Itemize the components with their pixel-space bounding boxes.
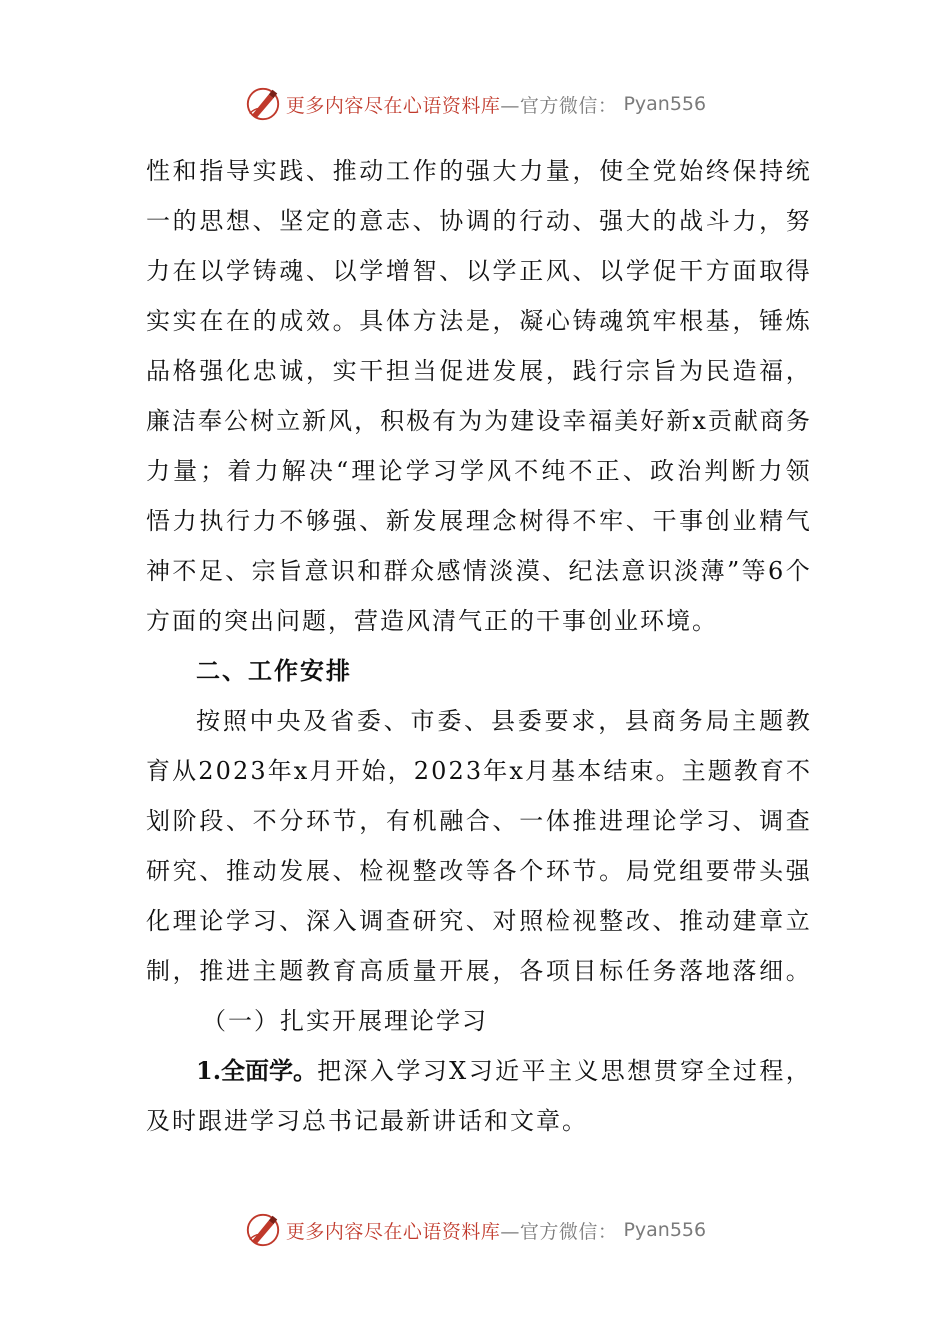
watermark-text: 更多内容尽在心语资料库 [285, 1220, 501, 1243]
paragraph-line: 按 照 中 央 及 省 委 、 市 委 、 县 委 要 求 ， 县 商 务 局 主 题 教 [196, 707, 810, 735]
paragraph-line: 廉 洁 奉 公 树 立 新 风 ， 积 极 有 为 为 建 设 幸 福 美 好 新 x 贡 献 商 务 [146, 407, 810, 435]
paragraph-line: 实 实 在 在 的 成 效 。 具 体 方 法 是 ， 凝 心 铸 魂 筑 牢 根 基 ， 锤 炼 [146, 307, 810, 335]
item-text: 把 深 入 学 习 X 习 近 平 主 义 思 想 贯 穿 全 过 程 ， [317, 1057, 810, 1085]
paragraph-line: 研 究 、 推 动 发 展 、 检 视 整 改 等 各 个 环 节 。 局 党 组 要 带 头 强 [146, 857, 810, 885]
section-heading: 二、工作安排 [196, 656, 352, 685]
subsection-heading: （一）扎实开展理论学习 [202, 1007, 488, 1035]
watermark-separator: —官方微信： [500, 1220, 618, 1243]
paragraph-line: 划 阶 段 、 不 分 环 节 ， 有 机 融 合 、 一 体 推 进 理 论 学 习 、 调 查 [146, 807, 810, 835]
paragraph-line: 方面的突出问题，营造风清气正的干事创业环境。 [146, 607, 718, 635]
paragraph-line: 制 ， 推 进 主 题 教 育 高 质 量 开 展 ， 各 项 目 标 任 务 落 地 落 细 。 [146, 957, 810, 985]
document-body [146, 146, 810, 1146]
paragraph-line: 性 和 指 导 实 践 、 推 动 工 作 的 强 大 力 量 ， 使 全 党 始 终 保 持 统 [146, 157, 810, 185]
watermark-wechat-id: Pyan556 [623, 1219, 707, 1241]
paragraph-line: 一 的 思 想 、 坚 定 的 意 志 、 协 调 的 行 动 、 强 大 的 战 斗 力 ， 努 [146, 207, 810, 235]
paragraph-line: 神 不 足 、 宗 旨 意 识 和 群 众 感 情 淡 漠 、 纪 法 意 识 淡 薄 ” 等 6 个 [146, 557, 810, 585]
pen-logo-icon [244, 1211, 282, 1249]
item-label: 1.全面学。 [196, 1056, 318, 1085]
paragraph-2 [146, 696, 810, 996]
watermark-wechat-id: Pyan556 [623, 93, 707, 115]
paragraph-line: 化 理 论 学 习 、 深 入 调 查 研 究 、 对 照 检 视 整 改 、 推 动 建 章 立 [146, 907, 810, 935]
paragraph-1 [146, 146, 810, 646]
paragraph-line: 及时跟进学习总书记最新讲话和文章。 [146, 1107, 588, 1135]
watermark-banner-top [0, 84, 950, 124]
paragraph-line: 力 量 ； 着 力 解 决 “ 理 论 学 习 学 风 不 纯 不 正 、 政 治 判 断 力 领 [146, 457, 810, 485]
paragraph-line: 悟 力 执 行 力 不 够 强 、 新 发 展 理 念 树 得 不 牢 、 干 事 创 业 精 气 [146, 507, 810, 535]
paragraph-line: 育 从 2 0 2 3 年 x 月 开 始 ， 2 0 2 3 年 x 月 基 本 结 束 。 主 题 教 育 不 [146, 757, 810, 785]
paragraph-line: 品 格 强 化 忠 诚 ， 实 干 担 当 促 进 发 展 ， 践 行 宗 旨 为 民 造 福 ， [146, 357, 810, 385]
watermark-separator: —官方微信： [500, 94, 618, 117]
watermark-text: 更多内容尽在心语资料库 [285, 94, 501, 117]
watermark-banner-bottom [0, 1210, 950, 1250]
item-line [146, 1046, 810, 1096]
pen-logo-icon [244, 85, 282, 123]
paragraph-line: 力 在 以 学 铸 魂 、 以 学 增 智 、 以 学 正 风 、 以 学 促 干 方 面 取 得 [146, 257, 810, 285]
